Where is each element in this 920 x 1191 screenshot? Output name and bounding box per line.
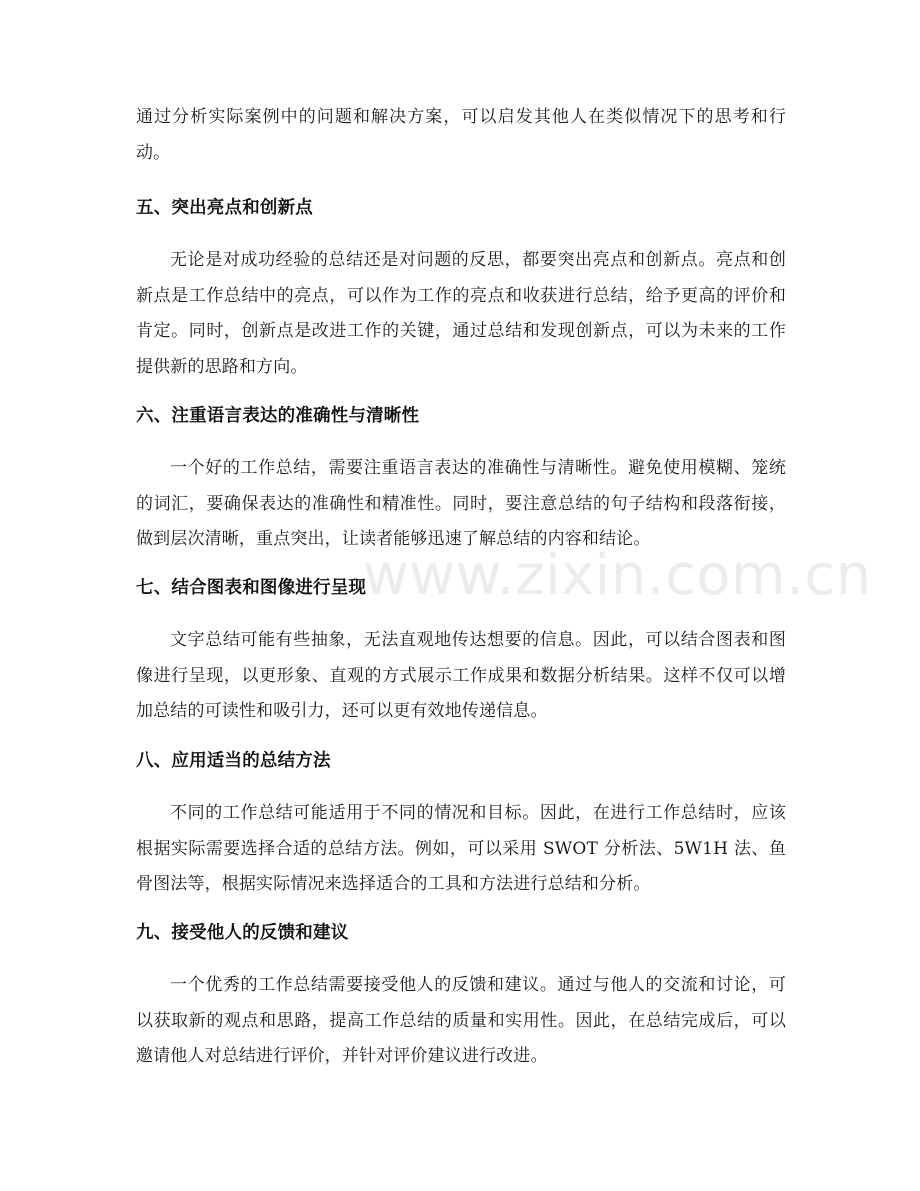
section-5-heading: 五、突出亮点和创新点	[136, 198, 313, 218]
section-7-body: 文字总结可能有些抽象，无法直观地传达想要的信息。因此，可以结合图表和图像进行呈现，以更形象、直观的方式展示工作成果和数据分析结果。这样不仅可以增加总结的可读性和吸引力，还可以更有效地传递信息。	[136, 630, 786, 721]
section-9-heading: 九、接受他人的反馈和建议	[136, 923, 349, 943]
watermark: www.zixin.com.cn	[363, 543, 872, 608]
section-6-heading: 六、注重语言表达的准确性与清晰性	[136, 406, 420, 426]
section-8-body: 不同的工作总结可能适用于不同的情况和目标。因此，在进行工作总结时，应该根据实际需要选择合适的总结方法。例如，可以采用 SWOT 分析法、5W1H 法、鱼骨图法等，根据实际情况来选择适合的工具和方法进行总结和分析。	[136, 803, 786, 894]
section-6-body: 一个好的工作总结，需要注重语言表达的准确性与清晰性。避免使用模糊、笼统的词汇，要确保表达的准确性和精准性。同时，要注意总结的句子结构和段落衔接，做到层次清晰，重点突出，让读者能够迅速了解总结的内容和结论。	[136, 458, 786, 549]
section-9-body: 一个优秀的工作总结需要接受他人的反馈和建议。通过与他人的交流和讨论，可以获取新的观点和思路，提高工作总结的质量和实用性。因此，在总结完成后，可以邀请他人对总结进行评价，并针对评价建议进行改进。	[136, 975, 786, 1066]
section-8-heading: 八、应用适当的总结方法	[136, 751, 331, 771]
section-7-heading: 七、结合图表和图像进行呈现	[136, 578, 367, 598]
section-5-body: 无论是对成功经验的总结还是对问题的反思，都要突出亮点和创新点。亮点和创新点是工作总结中的亮点，可以作为工作的亮点和收获进行总结，给予更高的评价和肯定。同时，创新点是改进工作的关键，通过总结和发现创新点，可以为未来的工作提供新的思路和方向。	[136, 250, 786, 377]
intro-paragraph: 通过分析实际案例中的问题和解决方案，可以启发其他人在类似情况下的思考和行动。	[136, 107, 786, 163]
